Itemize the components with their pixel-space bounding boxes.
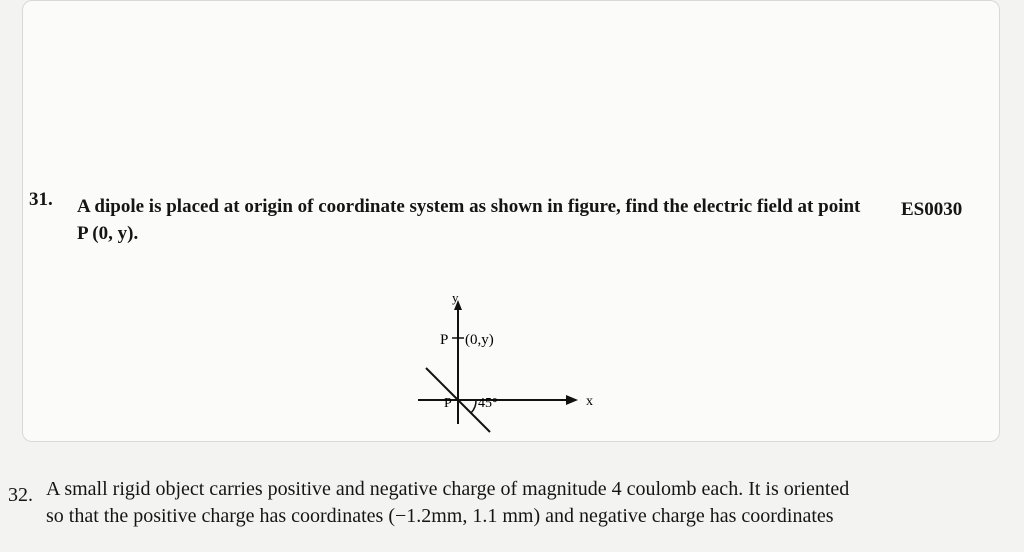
question-32-number: 32. — [8, 484, 33, 506]
question-31-line-2: P (0, y). — [77, 223, 139, 244]
question-32-line-1: A small rigid object carries positive and negative charge of magnitude 4 coulomb each. It is oriented — [46, 478, 850, 500]
question-31-line-1: A dipole is placed at origin of coordinate system as shown in figure, find the electric field at point — [77, 196, 861, 217]
x-axis-arrow-icon — [566, 395, 578, 405]
x-axis-label: x — [586, 394, 593, 409]
question-32-text — [46, 476, 849, 530]
angle-label: 45° — [478, 396, 498, 411]
question-31-number: 31. — [29, 189, 53, 210]
point-coords: (0,y) — [465, 332, 494, 348]
dipole-label: P — [444, 396, 452, 411]
question-31-card — [22, 0, 1000, 442]
question-31-text — [77, 193, 860, 247]
question-31-code: ES0030 — [901, 199, 963, 220]
point-label: P — [440, 332, 449, 348]
angle-arc — [471, 400, 476, 413]
question-32-line-2: so that the positive charge has coordinates (−1.2mm, 1.1 mm) and negative charge has coordinates — [46, 505, 834, 527]
dipole-figure — [418, 286, 608, 436]
y-axis-label: y — [452, 290, 459, 305]
